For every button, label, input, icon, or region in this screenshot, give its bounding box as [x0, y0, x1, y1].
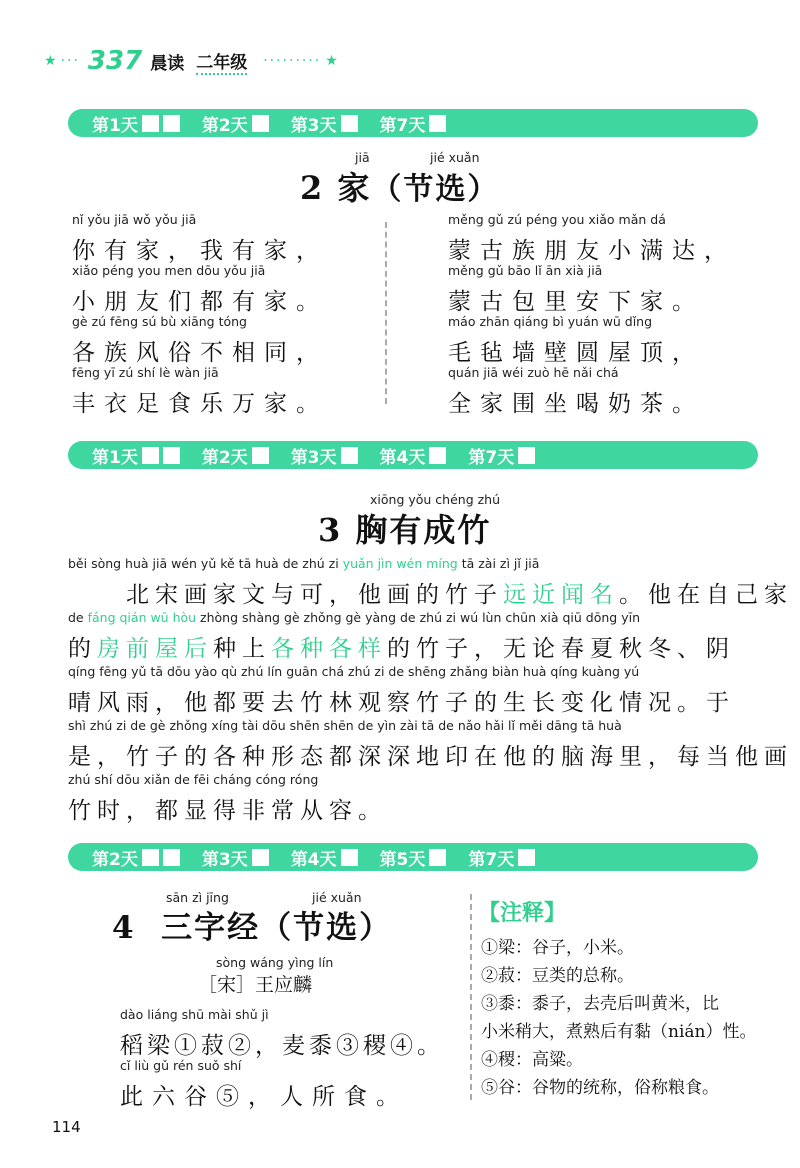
- day-item: 第3天: [291, 111, 358, 136]
- passage-line: běi sòng huà jiā wén yǔ kě tā huà de zhú zi yuǎn jìn wén míng tā zài zì jǐ jiā 北宋画家文与可，他画的竹子远近闻名。他在自己家: [68, 556, 793, 608]
- note-item: 小米稍大，煮熟后有黏（nián）性。: [481, 1022, 757, 1042]
- checkbox[interactable]: [429, 115, 446, 132]
- star-icon: ★: [44, 53, 57, 69]
- day-checklist-bar: [68, 109, 758, 137]
- note-item: ④稷：高粱。: [481, 1050, 583, 1070]
- day-item: 第7天: [468, 845, 535, 870]
- checkbox[interactable]: [142, 115, 159, 132]
- title-pinyin: jiā: [355, 150, 370, 165]
- day-item: 第4天: [380, 443, 447, 468]
- title-pinyin: jié xuǎn: [312, 890, 362, 905]
- section-title: 4 三字经（节选）: [112, 910, 393, 946]
- poem-line: fēng yī zú shí lè wàn jiā 丰衣足食乐万家。: [72, 365, 328, 417]
- section-title: 2 家（节选）: [300, 169, 500, 207]
- checkbox[interactable]: [142, 849, 159, 866]
- checkbox[interactable]: [429, 849, 446, 866]
- day-item: 第3天: [291, 443, 358, 468]
- passage-line: de fáng qián wū hòu zhòng shàng gè zhǒng gè yàng de zhú zi wú lùn chūn xià qiū dōng yīn 的房前屋后种上各种各样的竹子，无论春夏秋冬、阴: [68, 610, 735, 662]
- checkbox[interactable]: [341, 849, 358, 866]
- brand-logo: 337: [87, 46, 143, 76]
- star-icon: ★: [325, 53, 338, 69]
- page-number: 114: [52, 1118, 81, 1136]
- day-item: 第2天: [202, 443, 269, 468]
- checkbox[interactable]: [163, 849, 180, 866]
- checkbox[interactable]: [341, 115, 358, 132]
- checkbox[interactable]: [518, 849, 535, 866]
- day-item: 第3天: [202, 845, 269, 870]
- title-pinyin: sān zì jīng: [166, 890, 229, 905]
- title-pinyin: xiōng yǒu chéng zhú: [370, 492, 501, 507]
- passage-line: qíng fēng yǔ tā dōu yào qù zhú lín guān chá zhú zi de shēng zhǎng biàn huà qíng kuàng yú 晴风雨，他都要去竹林观察竹子的生长变化情况。于: [68, 664, 735, 716]
- author: ［宋］王应麟: [198, 974, 313, 996]
- column-divider: [385, 222, 387, 404]
- note-item: ⑤谷：谷物的统称，俗称粮食。: [481, 1078, 719, 1098]
- day-item: 第4天: [291, 845, 358, 870]
- day-item: 第2天: [202, 111, 269, 136]
- poem-line: cǐ liù gǔ rén suǒ shí 此六谷⑤，人所食。: [120, 1058, 408, 1110]
- title-pinyin: jié xuǎn: [430, 150, 480, 165]
- header-grade: 二年级: [196, 48, 247, 75]
- poem-line: xiǎo péng you men dōu yǒu jiā 小朋友们都有家。: [72, 263, 328, 315]
- dotted-line: ···: [60, 53, 80, 69]
- day-item: 第1天: [92, 443, 180, 468]
- day-item: 第2天: [92, 845, 180, 870]
- day-item: 第5天: [380, 845, 447, 870]
- checkbox[interactable]: [252, 849, 269, 866]
- author-pinyin: sòng wáng yìng lín: [216, 955, 334, 970]
- section-title: 3 胸有成竹: [318, 511, 492, 549]
- dotted-line: ·········: [263, 53, 322, 69]
- checkbox[interactable]: [252, 447, 269, 464]
- checkbox[interactable]: [163, 447, 180, 464]
- poem-line: nǐ yǒu jiā wǒ yǒu jiā 你有家，我有家，: [72, 212, 328, 264]
- note-item: ③黍：黍子，去壳后叫黄米，比: [481, 994, 719, 1014]
- day-item: 第7天: [380, 111, 447, 136]
- poem-line: quán jiā wéi zuò hē nǎi chá 全家围坐喝奶茶。: [448, 365, 704, 417]
- day-checklist-bar: [68, 441, 758, 469]
- day-item: 第1天: [92, 111, 180, 136]
- poem-line: měng gǔ zú péng you xiǎo mǎn dá 蒙古族朋友小满达，: [448, 212, 736, 264]
- poem-line: gè zú fēng sú bù xiāng tóng 各族风俗不相同，: [72, 314, 328, 366]
- poem-line: dào liáng shū mài shǔ jì 稻梁①菽②，麦黍③稷④。: [120, 1007, 444, 1059]
- header-title: 晨读: [150, 53, 185, 74]
- day-checklist-bar: [68, 843, 758, 871]
- checkbox[interactable]: [429, 447, 446, 464]
- checkbox[interactable]: [341, 447, 358, 464]
- poem-line: máo zhān qiáng bì yuán wū dǐng 毛毡墙壁圆屋顶，: [448, 314, 704, 366]
- checkbox[interactable]: [252, 115, 269, 132]
- checkbox[interactable]: [142, 447, 159, 464]
- day-item: 第7天: [468, 443, 535, 468]
- note-item: ①梁：谷子，小米。: [481, 938, 634, 958]
- notes-title: 【注释】: [478, 901, 567, 926]
- page-header: [44, 46, 338, 76]
- checkbox[interactable]: [518, 447, 535, 464]
- passage-line: shì zhú zi de gè zhǒng xíng tài dōu shēn shēn de yìn zài tā de nǎo hǎi lǐ měi dāng tā huà 是，竹子的各种形态都深深地印在他的脑海里，每当他画: [68, 718, 793, 770]
- checkbox[interactable]: [163, 115, 180, 132]
- passage-line: zhú shí dōu xiǎn de fēi cháng cóng róng 竹时，都显得非常从容。: [68, 772, 387, 824]
- poem-line: měng gǔ bāo lǐ ān xià jiā 蒙古包里安下家。: [448, 263, 704, 315]
- notes-divider: [470, 894, 472, 1100]
- note-item: ②菽：豆类的总称。: [481, 966, 634, 986]
